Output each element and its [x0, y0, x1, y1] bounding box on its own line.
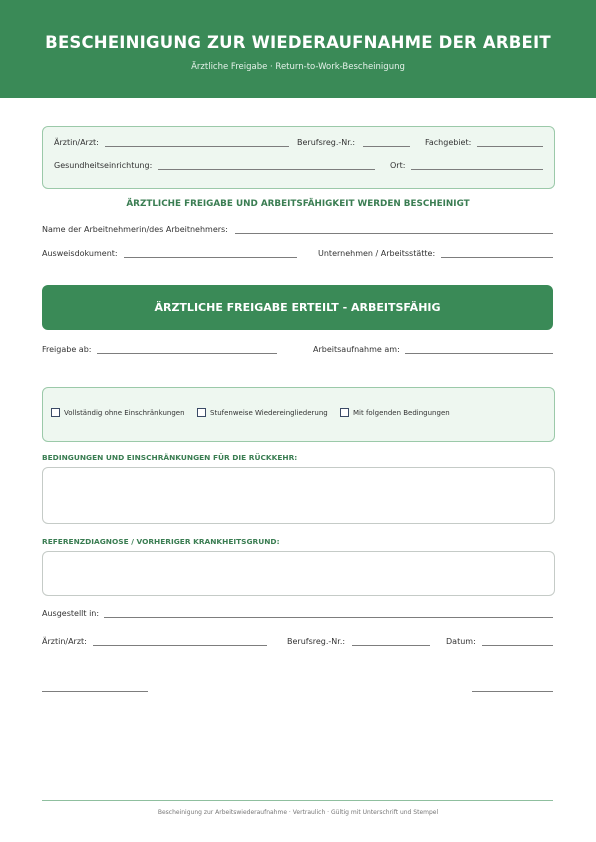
employee-name-field[interactable] — [235, 233, 553, 234]
option-conditions-label: Mit folgenden Bedingungen — [353, 409, 450, 417]
id-document-field[interactable] — [124, 257, 297, 258]
city-field[interactable] — [411, 169, 543, 170]
stamp-line[interactable] — [472, 691, 553, 692]
document-title: BESCHEINIGUNG ZUR WIEDERAUFNAHME DER ARBEIT — [45, 33, 551, 52]
signing-date-label: Datum: — [446, 637, 476, 646]
option-full-label: Vollständig ohne Einschränkungen — [64, 409, 185, 417]
signing-doctor-label: Ärztin/Arzt: — [42, 637, 87, 646]
release-date-field[interactable] — [97, 353, 277, 354]
footer-divider — [42, 800, 553, 801]
city-label: Ort: — [390, 161, 406, 170]
issued-in-label: Ausgestellt in: — [42, 609, 100, 618]
doctor-label: Ärztin/Arzt: — [54, 138, 99, 147]
facility-field[interactable] — [158, 169, 375, 170]
certification-heading: ÄRZTLICHE FREIGABE UND ARBEITSFÄHIGKEIT WERDEN BESCHEINIGT — [126, 199, 470, 209]
option-gradual-checkbox[interactable] — [197, 408, 206, 417]
option-full-checkbox[interactable] — [51, 408, 60, 417]
company-label: Unternehmen / Arbeitsstätte: — [318, 249, 436, 258]
signing-date-field[interactable] — [482, 645, 553, 646]
footer-note: Bescheinigung zur Arbeitswiederaufnahme · Vertraulich · Gültig mit Unterschrift und Stempel — [157, 809, 439, 816]
conditions-heading: BEDINGUNGEN UND EINSCHRÄNKUNGEN FÜR DIE RÜCKKEHR: — [42, 453, 298, 462]
signing-doctor-field[interactable] — [93, 645, 267, 646]
company-field[interactable] — [441, 257, 553, 258]
specialty-label: Fachgebiet: — [425, 138, 472, 147]
signing-regno-field[interactable] — [352, 645, 430, 646]
diagnosis-heading: REFERENZDIAGNOSE / VORHERIGER KRANKHEITSGRUND: — [42, 537, 280, 546]
document-header — [0, 0, 596, 98]
release-date-label: Freigabe ab: — [42, 345, 92, 354]
resume-date-label: Arbeitsaufnahme am: — [313, 345, 400, 354]
signature-line[interactable] — [42, 691, 148, 692]
regno-label: Berufsreg.-Nr.: — [297, 138, 356, 147]
signing-regno-label: Berufsreg.-Nr.: — [287, 637, 346, 646]
resume-date-field[interactable] — [405, 353, 553, 354]
id-document-label: Ausweisdokument: — [42, 249, 118, 258]
diagnosis-textarea[interactable] — [42, 551, 555, 596]
option-conditions-checkbox[interactable] — [340, 408, 349, 417]
conditions-textarea[interactable] — [42, 467, 555, 524]
document-subtitle: Ärztliche Freigabe · Return-to-Work-Bescheinigung — [191, 62, 405, 72]
specialty-field[interactable] — [477, 146, 543, 147]
regno-field[interactable] — [363, 146, 410, 147]
facility-label: Gesundheitseinrichtung: — [54, 161, 153, 170]
employee-name-label: Name der Arbeitnehmerin/des Arbeitnehmers: — [42, 225, 228, 234]
option-gradual-label: Stufenweise Wiedereingliederung — [210, 409, 328, 417]
doctor-name-field[interactable] — [105, 146, 289, 147]
clearance-banner: ÄRZTLICHE FREIGABE ERTEILT - ARBEITSFÄHIG — [42, 285, 553, 330]
doctor-info-box — [42, 126, 555, 189]
issued-in-field[interactable] — [104, 617, 553, 618]
